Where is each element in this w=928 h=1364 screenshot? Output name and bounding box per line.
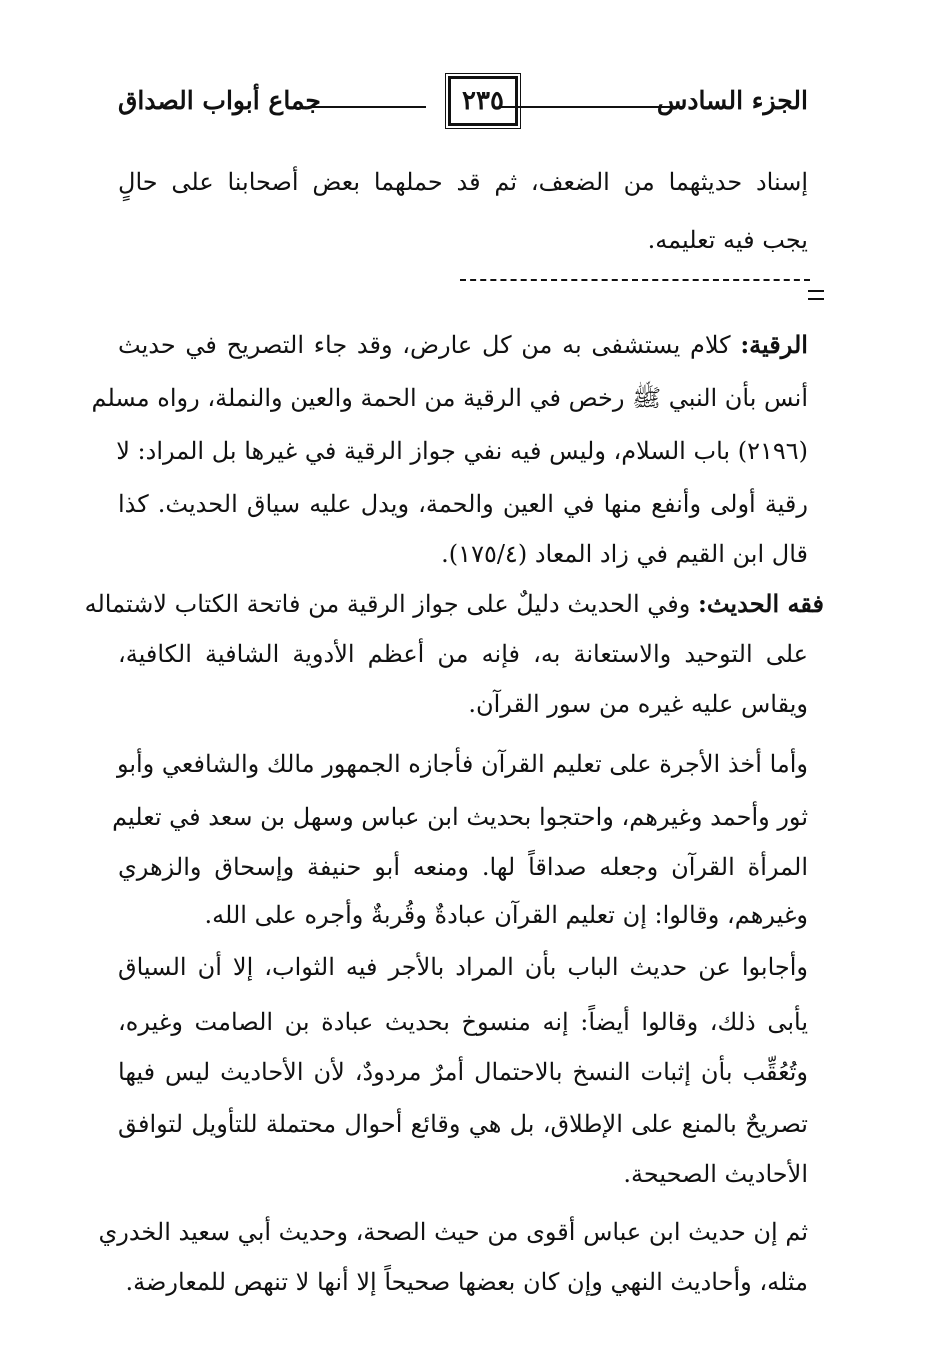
page-number: ٢٣٥ [448,76,518,126]
text-line: يأبى ذلك، وقالوا أيضاً: إنه منسوخ بحديث عبادة بن الصامت وغيره، [118,1008,808,1036]
text-line: ثم إن حديث ابن عباس أقوى من حيث الصحة، وحديث أبي سعيد الخدري [98,1218,808,1246]
header-rule-right [500,106,684,108]
fiqh-text: وفي الحديث دليلٌ على جواز الرقية من فاتحة الكتاب لاشتماله [84,590,691,618]
page-header [118,72,808,132]
text-line: المرأة القرآن وجعله صداقاً لها. ومنعه أبو حنيفة وإسحاق والزهري [118,853,808,881]
ruqya-label: الرقية: [740,330,808,359]
text-line: قال ابن القيم في زاد المعاد (١٧٥/٤). [441,540,808,568]
separator-mark [808,290,824,300]
text-line: إسناد حديثهما من الضعف، ثم قد حملهما بعض أصحابنا على حالٍ [118,168,808,196]
text-line: تصريحٌ بالمنع على الإطلاق، بل هي وقائع أحوال محتملة للتأويل لتوافق [118,1110,808,1138]
ruqya-text: كلام يستشفى به من كل عارض، وقد جاء التصريح في حديث [118,331,731,359]
text-line: مثله، وأحاديث النهي وإن كان بعضها صحيحاً إلا أنها لا تنهص للمعارضة. [125,1268,808,1296]
text-line: وأجابوا عن حديث الباب بأن المراد بالأجر فيه الثواب، إلا أن السياق [118,953,808,981]
ruqya-line [118,330,808,359]
fiqh-line [84,589,824,618]
text-line: على التوحيد والاستعانة به، فإنه من أعظم الأدوية الشافية الكافية، [118,640,808,668]
text-line: يجب فيه تعليمه. [647,226,808,254]
text-line: الأحاديث الصحيحة. [623,1160,808,1188]
header-rule-left [308,106,426,108]
footnote-separator [460,279,810,281]
text-line: (٢١٩٦) باب السلام، وليس فيه نفي جواز الرقية في غيرها بل المراد: لا [116,437,808,465]
text-line: أنس بأن النبي ﷺ رخص في الرقية من الحمة والعين والنملة، رواه مسلم [91,384,808,412]
text-line: ويقاس عليه غيره من سور القرآن. [468,690,808,718]
text-line: ثور وأحمد وغيرهم، واحتجوا بحديث ابن عباس وسهل بن سعد في تعليم [112,803,808,831]
text-line: وغيرهم، وقالوا: إن تعليم القرآن عبادةٌ وقُربةٌ وأجره على الله. [204,901,808,929]
volume-title: الجزء السادس [656,86,808,115]
fiqh-label: فقه الحديث: [697,589,824,618]
chapter-title: جماع أبواب الصداق [118,86,321,115]
text-line: وأما أخذ الأجرة على تعليم القرآن فأجازه الجمهور مالك والشافعي وأبو [116,750,808,778]
text-line: رقية أولى وأنفع منها في العين والحمة، ويدل عليه سياق الحديث. كذا [118,490,808,518]
text-line: وتُعُقِّب بأن إثبات النسخ بالاحتمال أمرٌ مردودٌ، لأن الأحاديث ليس فيها [118,1058,808,1086]
